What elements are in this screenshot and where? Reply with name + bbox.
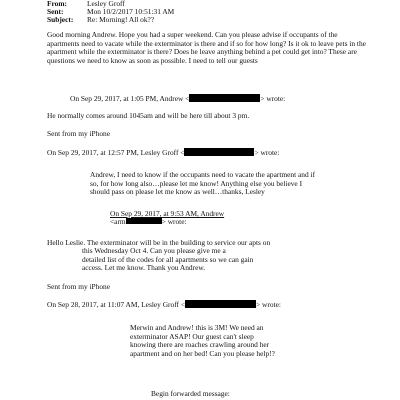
message-paragraph-5: Merwin and Andrew! this is 3M! We need an exterminator ASAP! Our guest can't sleep knowing there are roaches crawling around her apartment and on her bed! Can you please help!? [130,323,275,358]
from-value: Lesley Groff [87,0,125,8]
subject-label: Subject: [47,15,74,24]
quote-header-3-prefix: <arm [110,217,126,226]
message-paragraph-4-line-1: Hello Leslie. The exterminator will be in the building to service our apts on [47,238,271,247]
quote-header-1-prefix: On Sep 29, 2017, at 1:05 PM, Andrew < [70,94,190,103]
sent-label: Sent: [47,7,64,16]
redacted-email [184,148,254,156]
message-paragraph-4-line-4: access. Let me know. Thank you Andrew. [82,263,206,272]
quote-header-4 [47,300,281,310]
quote-header-1 [70,94,285,104]
message-paragraph-4-line-3: detailed list of the codes for all apartments so we can gain [82,255,254,264]
quote-header-2 [47,148,279,158]
quote-header-3-line-2 [110,218,187,227]
forwarded-message-label: Begin forwarded message: [151,389,230,398]
redacted-email [189,94,260,102]
quote-header-1-suffix: > wrote: [260,94,286,103]
signature-iphone-2: Sent from my iPhone [47,282,111,291]
quote-header-3-suffix: > wrote: [161,217,187,226]
message-paragraph-2: He normally comes around 1045am and will be here till about 3 pm. [47,111,250,120]
from-label: From: [47,0,67,8]
quote-header-4-prefix: On Sep 28, 2017, at 11:07 AM, Lesley Groff < [47,300,186,309]
quote-header-2-suffix: > wrote: [254,148,280,157]
message-paragraph-1: Good morning Andrew. Hope you had a super weekend. Can you please advise if occupants of the apartments need to vacate while the exterminator is there and if so for how long? Is it ok to leave pets in the apartment while the exterminator is there? Does he leave anything behind a pet could get into? These are questions we need to know as soon as possible. I need to tell our guests [47,30,366,65]
subject-value: Re: Morning! All ok?? [87,15,155,24]
redacted-email [126,218,162,224]
quote-header-2-prefix: On Sep 29, 2017, at 12:57 PM, Lesley Groff < [47,148,185,157]
redacted-email [185,300,256,308]
quote-header-4-suffix: > wrote: [256,300,281,309]
message-paragraph-4-line-2: this Wednesday Oct 4. Can you please give me a [82,246,226,255]
signature-iphone-1: Sent from my iPhone [47,129,111,138]
sent-value: Mon 10/2/2017 10:51:31 AM [87,7,175,16]
message-paragraph-3: Andrew, I need to know if the occupants need to vacate the apartment and if so, for how long also…please let me know! Anything else you believe I should pass on please let me know as well…thanks, Lesley [90,170,316,197]
quote-header-3-date: On Sep 29, 2017, at 9:53 AM, Andrew [110,209,225,218]
